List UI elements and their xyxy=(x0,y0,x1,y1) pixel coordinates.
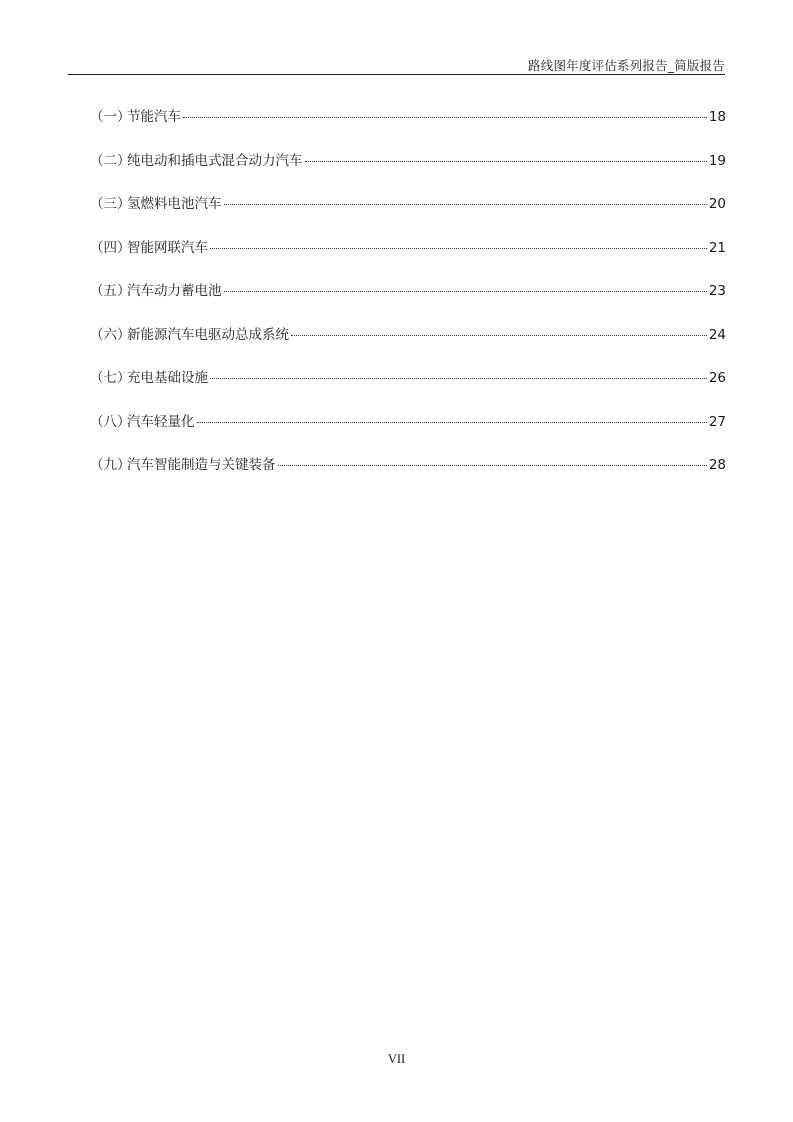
toc-entry-title[interactable]: 新能源汽车电驱动总成系统 xyxy=(127,326,289,343)
header-title: 路线图年度评估系列报告_简版报告 xyxy=(528,58,725,73)
toc-entry-page[interactable]: 20 xyxy=(708,196,726,212)
toc-dot-leader xyxy=(197,422,707,423)
toc-entry-page[interactable]: 27 xyxy=(708,413,726,430)
toc-entry-title[interactable]: 智能网联汽车 xyxy=(127,239,208,256)
toc-entry-page[interactable]: 18 xyxy=(708,109,726,125)
toc-entry-page[interactable]: 26 xyxy=(708,370,726,386)
toc-entry-marker: （七） xyxy=(90,370,131,386)
toc-entry-marker: （一） xyxy=(90,109,131,125)
toc-entry-page[interactable]: 21 xyxy=(708,239,726,256)
toc-entry-title[interactable]: 充电基础设施 xyxy=(127,370,208,386)
toc-entry[interactable] xyxy=(90,236,726,280)
toc-entry[interactable] xyxy=(90,149,726,193)
toc-dot-leader xyxy=(210,378,707,379)
toc-entry-marker: （八） xyxy=(90,413,131,430)
toc-entry-marker: （四） xyxy=(90,239,131,256)
toc-entry-page[interactable]: 23 xyxy=(708,283,726,299)
table-of-contents xyxy=(90,105,726,497)
toc-entry[interactable] xyxy=(90,410,726,454)
toc-entry-title[interactable]: 节能汽车 xyxy=(127,109,181,125)
toc-entry-marker: （五） xyxy=(90,283,131,299)
toc-entry-title[interactable]: 氢燃料电池汽车 xyxy=(127,196,222,212)
toc-entry-page[interactable]: 24 xyxy=(708,326,726,343)
toc-entry-page[interactable]: 19 xyxy=(708,152,726,169)
toc-dot-leader xyxy=(224,204,707,205)
toc-entry-title[interactable]: 汽车智能制造与关键装备 xyxy=(127,457,276,473)
toc-entry[interactable] xyxy=(90,453,726,497)
toc-entry-title[interactable]: 汽车动力蓄电池 xyxy=(127,283,222,299)
toc-dot-leader xyxy=(291,335,707,336)
toc-entry-marker: （三） xyxy=(90,196,131,212)
toc-entry-marker: （六） xyxy=(90,326,131,343)
page-header xyxy=(68,54,725,75)
toc-entry[interactable] xyxy=(90,192,726,236)
toc-dot-leader xyxy=(278,465,707,466)
toc-entry-marker: （二） xyxy=(90,152,131,169)
toc-dot-leader xyxy=(305,161,707,162)
toc-entry[interactable] xyxy=(90,105,726,149)
toc-entry[interactable] xyxy=(90,279,726,323)
toc-entry-title[interactable]: 纯电动和插电式混合动力汽车 xyxy=(127,152,303,169)
toc-entry-page[interactable]: 28 xyxy=(708,457,726,473)
toc-entry-marker: （九） xyxy=(90,457,131,473)
toc-dot-leader xyxy=(224,291,707,292)
toc-entry[interactable] xyxy=(90,323,726,367)
toc-entry-title[interactable]: 汽车轻量化 xyxy=(127,413,195,430)
toc-dot-leader xyxy=(210,248,707,249)
page-number: VII xyxy=(387,1052,406,1066)
toc-entry[interactable] xyxy=(90,366,726,410)
toc-dot-leader xyxy=(183,117,707,118)
